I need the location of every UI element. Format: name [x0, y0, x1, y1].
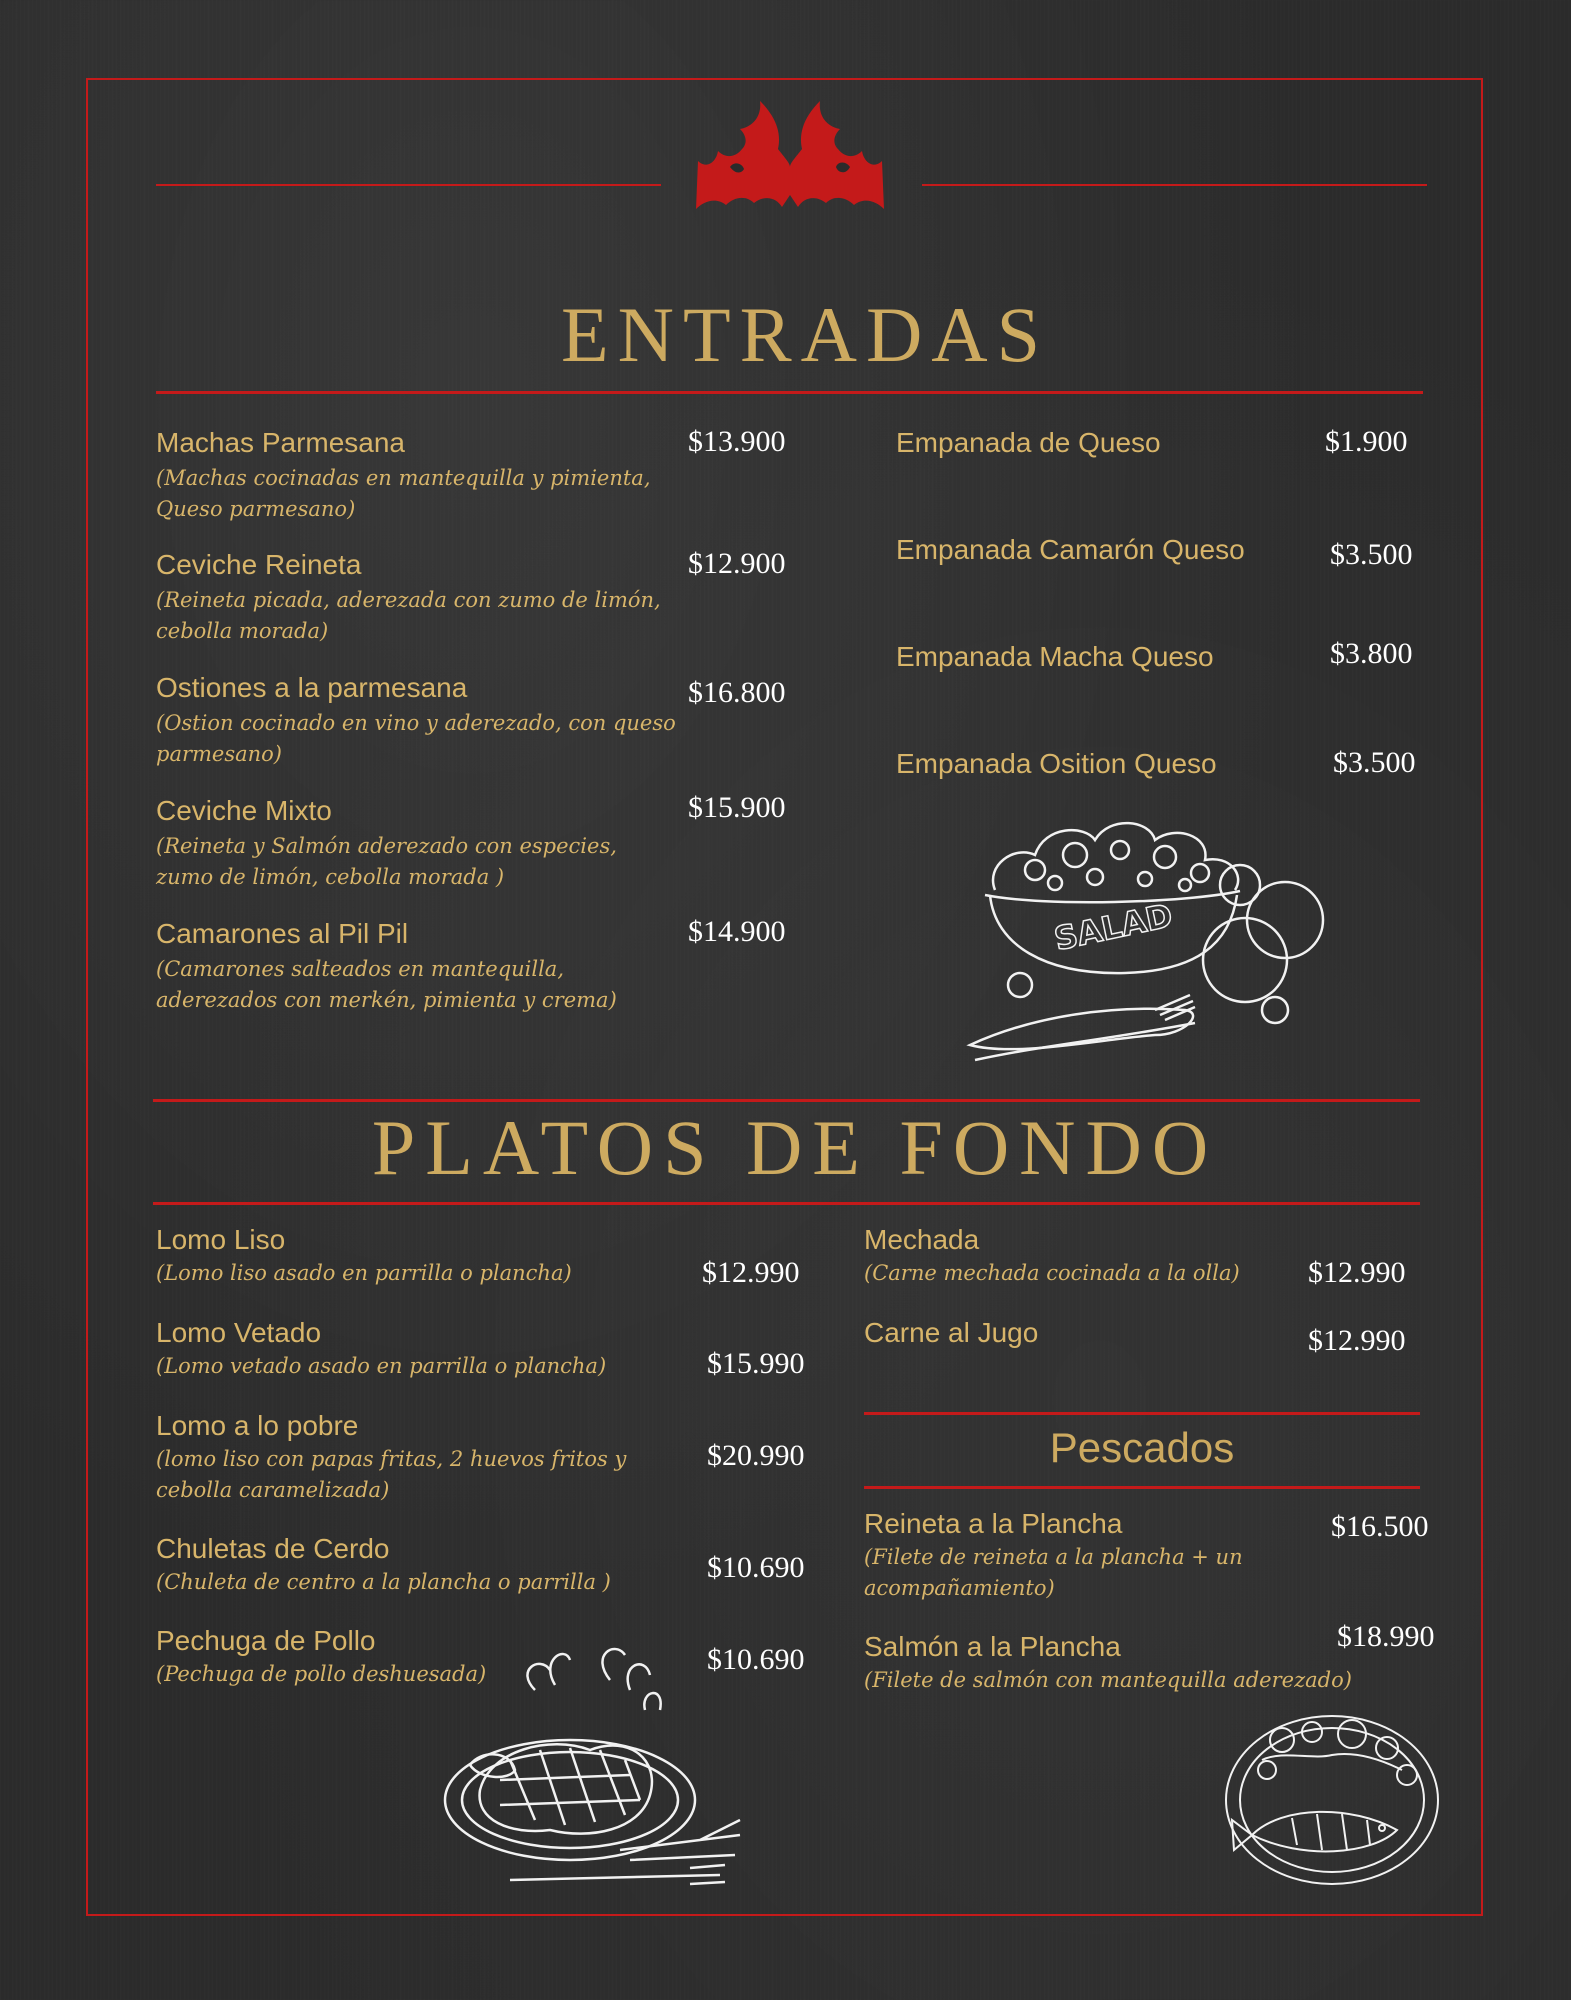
- menu-item-price: $1.900: [1325, 425, 1408, 458]
- menu-item-price: $16.800: [688, 676, 786, 709]
- menu-item-name: Lomo Liso: [156, 1224, 286, 1255]
- pescados-top-divider: [864, 1412, 1420, 1415]
- menu-item-price: $14.900: [688, 915, 786, 948]
- platos-bottom-divider: [153, 1202, 1420, 1205]
- menu-item-price: $3.500: [1330, 538, 1413, 571]
- menu-item-name: Mechada: [864, 1224, 980, 1255]
- menu-item-name: Ostiones a la parmesana: [156, 672, 468, 703]
- platos-top-divider: [153, 1099, 1420, 1102]
- menu-item-description: (Carne mechada cocinada a la olla): [864, 1261, 1240, 1285]
- menu-item-name: Reineta a la Plancha: [864, 1508, 1123, 1539]
- menu-item-name: Empanada Osition Queso: [896, 748, 1217, 779]
- menu-item-description: (lomo liso con papas fritas, 2 huevos fritos y cebolla caramelizada): [156, 1447, 627, 1502]
- menu-item-price: $16.500: [1331, 1510, 1429, 1543]
- section-title-pescados: Pescados: [1049, 1424, 1235, 1471]
- entradas-divider: [156, 391, 1423, 394]
- menu-item-price: $10.690: [707, 1643, 805, 1676]
- menu-item-price: $10.690: [707, 1551, 805, 1584]
- menu-item-description: (Pechuga de pollo deshuesada): [156, 1662, 487, 1686]
- menu-item-description: (Filete de salmón con mantequilla aderezado): [864, 1668, 1352, 1692]
- menu-item-description: (Machas cocinadas en mantequilla y pimienta, Queso parmesano): [156, 466, 651, 521]
- ornament-line-right: [922, 184, 1427, 186]
- steak-plate-sketch-icon: [440, 1640, 750, 1900]
- menu-item-name: Carne al Jugo: [864, 1317, 1039, 1348]
- menu-item-price: $15.900: [688, 791, 786, 824]
- menu-item-name: Lomo Vetado: [156, 1317, 322, 1348]
- menu-item-price: $3.500: [1333, 746, 1416, 779]
- menu-item-price: $15.990: [707, 1347, 805, 1380]
- menu-item-price: $3.800: [1330, 637, 1413, 670]
- menu-item-name: Empanada de Queso: [896, 427, 1161, 458]
- menu-item-price: $20.990: [707, 1439, 805, 1472]
- menu-item-price: $18.990: [1337, 1620, 1435, 1653]
- menu-item-description: (Reineta y Salmón aderezado con especies, zumo de limón, cebolla morada ): [156, 834, 617, 889]
- menu-item-price: $13.900: [688, 425, 786, 458]
- menu-item-name: Empanada Macha Queso: [896, 641, 1214, 672]
- menu-item-name: Chuletas de Cerdo: [156, 1533, 390, 1564]
- salad-bowl-sketch-icon: [955, 795, 1335, 1095]
- menu-item-description: (Lomo liso asado en parrilla o plancha): [156, 1261, 572, 1285]
- fish-plate-sketch-icon: [1222, 1710, 1442, 1890]
- menu-item-name: Ceviche Mixto: [156, 795, 332, 826]
- menu-item-name: Pechuga de Pollo: [156, 1625, 376, 1656]
- section-title-platos-de-fondo: PLATOS DE FONDO: [371, 1104, 1219, 1191]
- menu-item-description: (Lomo vetado asado en parrilla o plancha): [156, 1354, 607, 1378]
- flame-ornament-icon: [686, 97, 894, 215]
- menu-item-price: $12.990: [702, 1256, 800, 1289]
- section-title-entradas: ENTRADAS: [560, 291, 1049, 378]
- menu-item-name: Empanada Camarón Queso: [896, 534, 1245, 565]
- menu-item-price: $12.990: [1308, 1256, 1406, 1289]
- menu-item-description: (Reineta picada, aderezada con zumo de limón, cebolla morada): [156, 588, 661, 643]
- menu-item-price: $12.990: [1308, 1324, 1406, 1357]
- menu-item-name: Salmón a la Plancha: [864, 1631, 1121, 1662]
- menu-item-name: Lomo a lo pobre: [156, 1410, 359, 1441]
- ornament-line-left: [156, 184, 661, 186]
- menu-item-name: Camarones al Pil Pil: [156, 918, 409, 949]
- menu-item-description: (Chuleta de centro a la plancha o parrilla ): [156, 1570, 611, 1594]
- menu-item-price: $12.900: [688, 547, 786, 580]
- menu-item-name: Ceviche Reineta: [156, 549, 362, 580]
- pescados-bottom-divider: [864, 1486, 1420, 1489]
- menu-item-name: Machas Parmesana: [156, 427, 406, 458]
- salad-label: SALAD: [1050, 896, 1176, 959]
- menu-item-description: (Filete de reineta a la plancha + un acompañamiento): [864, 1545, 1243, 1600]
- menu-item-description: (Camarones salteados en mantequilla, aderezados con merkén, pimienta y crema): [156, 957, 617, 1012]
- menu-item-description: (Ostion cocinado en vino y aderezado, con queso parmesano): [156, 711, 676, 766]
